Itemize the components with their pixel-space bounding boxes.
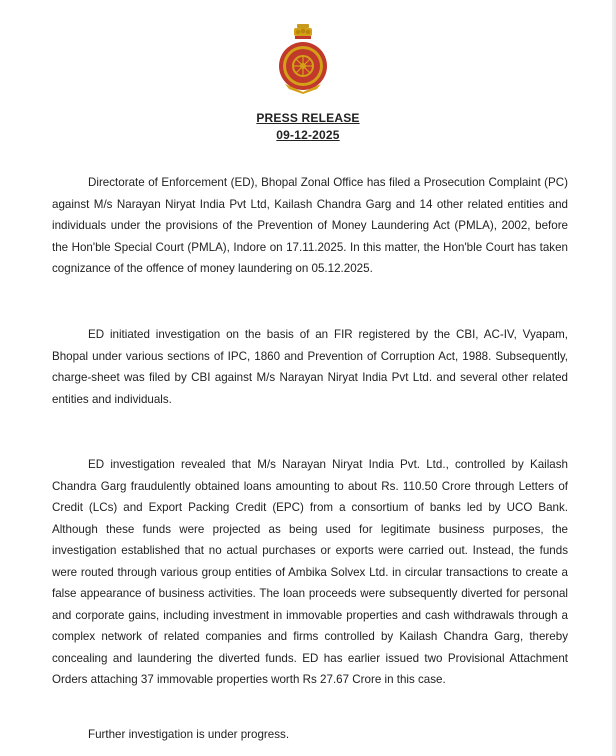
paragraph-investigation-basis: ED initiated investigation on the basis of an FIR registered by the CBI, AC-IV, Vyapam, Bhopal under various sections of IPC, 1860 and Prevention of Corruption Act, 1988. Subsequently, charge-sheet was filed by CBI against M/s Narayan Niryat India Pvt Ltd. and several other related entities and individuals. — [52, 328, 568, 406]
paragraph-prosecution-complaint: Directorate of Enforcement (ED), Bhopal Zonal Office has filed a Prosecution Complaint (PC) against M/s Narayan Niryat India Pvt Ltd, Kailash Chandra Garg and 14 other related entities and individuals under the provisions of the Prevention of Money Laundering Act (PMLA), 2002, before the Hon'ble Special Court (PMLA), Indore on 17.11.2025. In this matter, the Hon'ble Court has taken cognizance of the offence of money laundering on 05.12.2025. — [52, 176, 568, 275]
paragraph-investigation-findings: ED investigation revealed that M/s Narayan Niryat India Pvt. Ltd., controlled by Kailash Chandra Garg fraudulently obtained loans amounting to about Rs. 110.50 Crore through Letters of Credit (LCs) and Export Packing Credit (EPC) from a consortium of banks led by UCO Bank. Although these funds were projected as being used for legitimate business purposes, the investigation established that no actual purchases or exports were carried out. Instead, the funds were routed through various group entities of Ambika Solvex Ltd. in circular transactions to create a false appearance of business activities. The loan proceeds were subsequently diverted for personal and corporate gains, including investment in immovable properties and cash withdrawals through a complex network of related companies and firms controlled by Kailash Chandra Garg, thereby concealing and laundering the diverted funds. ED has earlier issued two Provisional Attachment Orders attaching 37 immovable properties worth Rs 27.67 Crore in this case. — [52, 458, 568, 686]
press-release-header — [0, 110, 616, 144]
press-release-date: 09-12-2025 — [276, 128, 340, 142]
ed-emblem-icon — [275, 22, 331, 94]
paragraph-further-investigation: Further investigation is under progress. — [88, 728, 290, 741]
press-release-title: PRESS RELEASE — [256, 111, 360, 125]
